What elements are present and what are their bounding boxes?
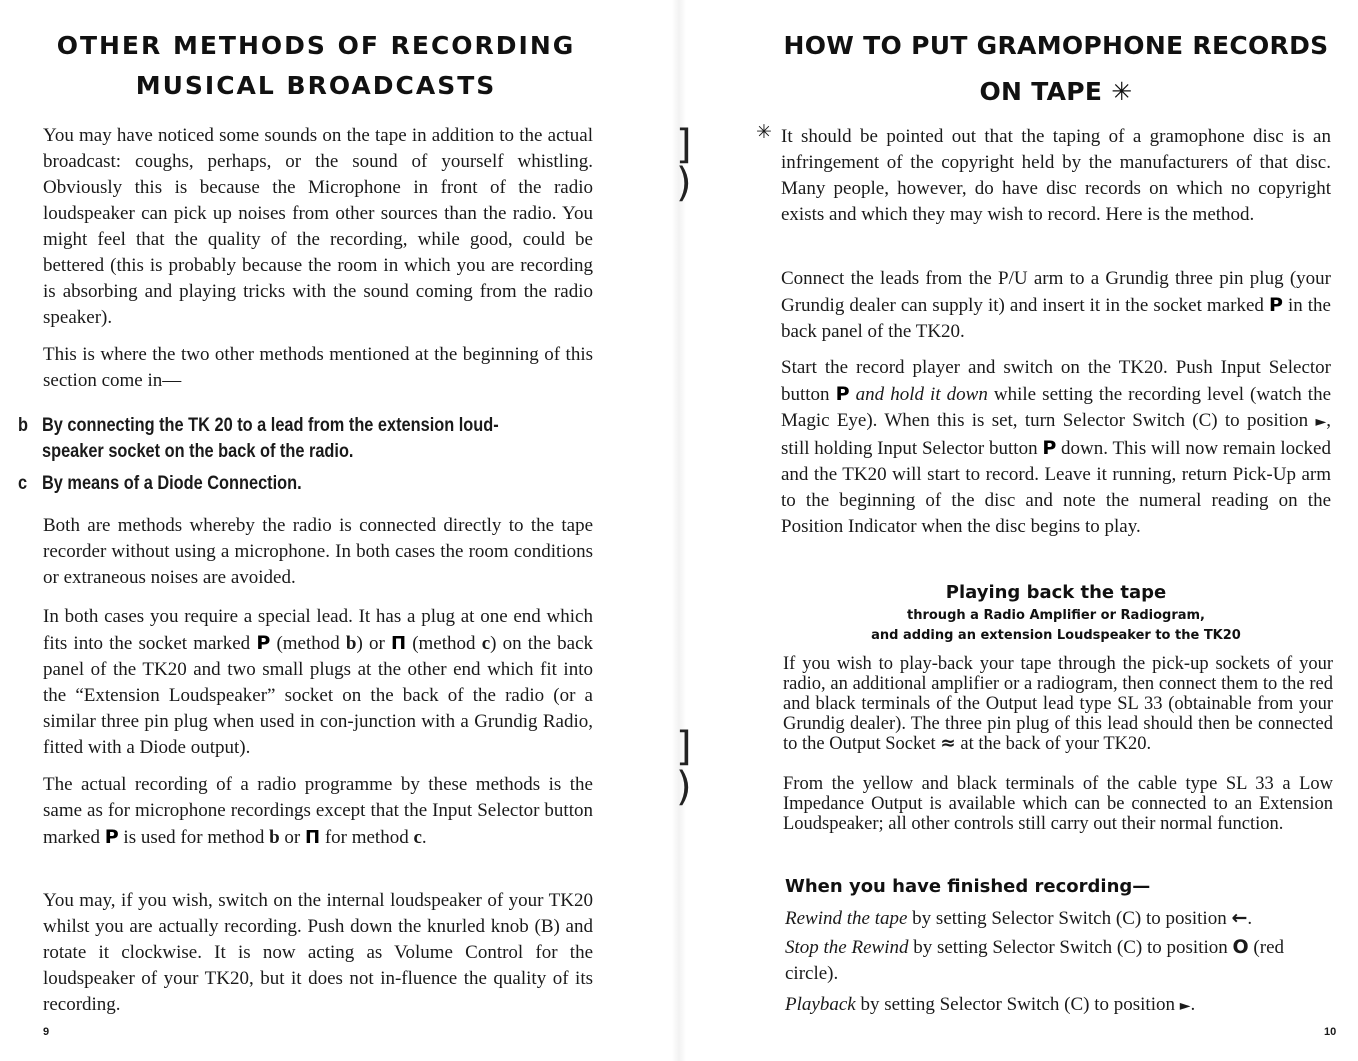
asterisk-icon: ✳ (756, 121, 772, 143)
rewind-line: Rewind the tape by setting Selector Switch (C) to position ←. (785, 907, 1253, 929)
forward-arrow-icon: ► (1315, 414, 1327, 430)
playback-subtitle-2: and adding an extension Loudspeaker to the TK20 (871, 628, 1241, 643)
binding-mark: ] (676, 122, 692, 168)
finished-title: When you have finished recording— (785, 876, 1151, 897)
right-title-line2: ON TAPE ✳ (979, 77, 1133, 106)
left-para-1: You may have noticed some sounds on the tape in addition to the actual broadcast: coughs, perhaps, or the sound of yourself whistling. Obviously this is because the Microphone in front of the radio loudspeaker can pick up noises from other sources than the radio. You might feel that the quality of the recording, while good, could be bettered (this is probably because the room in which you are recording is absorbing and playing tricks with the sound coming from the radio speaker). (43, 125, 593, 328)
left-page-number: 9 (43, 1026, 50, 1038)
left-para-5: The actual recording of a radio programme by these methods is the same as for microphone recordings except that the Input Selector button marked Ρ is used for method b or Π for method c. (43, 772, 593, 851)
right-para-3: Start the record player and switch on the TK20. Push Input Selector button Ρ and hold it down while setting the recording level (watch the Magic Eye). When this is set, turn Selector Switch (C) to position ►, still holding Input Selector button Ρ down. This will now remain locked and the TK20 will start to record. Leave it running, return Pick-Up arm to the beginning of the disc and note the numeral reading on the Position Indicator when the disc begins to play. (781, 357, 1332, 537)
method-b-line2: speaker socket on the back of the radio. (42, 441, 354, 462)
binding-mark: ) (676, 764, 692, 810)
method-c-letter: c (18, 473, 28, 494)
pickup-socket-icon: Ρ (256, 632, 271, 654)
left-title-line2: MUSICAL BROADCASTS (135, 71, 497, 100)
method-c-text: By means of a Diode Connection. (42, 473, 302, 494)
pickup-socket-icon: Ρ (1042, 437, 1057, 459)
playback-para-1: If you wish to play-back your tape through the pick-up sockets of your radio, an additional amplifier or a radiogram, then connect them to the red and black terminals of the Output lead type SL 33 (obtainable from your Grundig dealer). The three pin plug of this lead should then be connected to the Output Socket ≈ at the back of your TK20. (783, 654, 1333, 754)
output-socket-icon: ≈ (940, 733, 956, 754)
pickup-socket-icon: Ρ (835, 383, 850, 405)
method-b-letter: b (18, 415, 28, 436)
stop-circle-icon: O (1232, 936, 1249, 958)
binding-mark: ) (676, 160, 692, 206)
rewind-arrow-icon: ← (1231, 907, 1248, 929)
left-para-4: In both cases you require a special lead. It has a plug at one end which fits into the socket marked Ρ (method b) or Π (method c) on the back panel of the TK20 and two small plugs at the other end which fit into the “Extension Loudspeaker” socket on the back of the radio (or a similar three pin plug when used in con-junction with a Grundig Radio, fitted with a Diode output). (43, 606, 593, 758)
left-title-line1: OTHER METHODS OF RECORDING (56, 31, 576, 60)
playback-title: Playing back the tape (945, 582, 1167, 603)
diode-socket-icon: Π (304, 827, 321, 848)
left-para-2: This is where the two other methods mentioned at the beginning of this section come in— (43, 344, 593, 391)
stop-line: Stop the Rewind by setting Selector Switch (C) to position O (red circle). (785, 936, 1285, 984)
right-para-1: It should be pointed out that the taping of a gramophone disc is an infringement of the copyright held by the manufacturers of that disc. Many people, however, do have disc records on which no copyright exists and which they may wish to record. Here is the method. (781, 126, 1331, 225)
playback-line: Playback by setting Selector Switch (C) to position ►. (785, 994, 1196, 1015)
right-title-line1: HOW TO PUT GRAMOPHONE RECORDS (783, 31, 1329, 60)
pickup-socket-icon: Ρ (1268, 294, 1283, 316)
method-b-line1: By connecting the TK 20 to a lead from the extension loud- (42, 415, 499, 436)
right-page (686, 0, 1358, 1061)
forward-arrow-icon: ► (1179, 998, 1191, 1014)
asterisk-icon: ✳ (1111, 77, 1133, 106)
binding-mark: ] (676, 724, 692, 770)
left-para-6: You may, if you wish, switch on the internal loudspeaker of your TK20 whilst you are actually recording. Push down the knurled knob (B) and rotate it clockwise. It is now acting as Volume Control for the loudspeaker of your TK20, but it does not in-fluence the quality of its recording. (43, 890, 593, 1015)
pickup-socket-icon: Ρ (104, 826, 119, 848)
left-page (0, 0, 672, 1061)
left-para-3: Both are methods whereby the radio is connected directly to the tape recorder without using a microphone. In both cases the room conditions or extraneous noises are avoided. (43, 515, 593, 588)
playback-para-2: From the yellow and black terminals of the cable type SL 33 a Low Impedance Output is available which can be connected to an Extension Loudspeaker; all other controls still carry out their normal function. (783, 774, 1333, 834)
right-para-2: Connect the leads from the P/U arm to a Grundig three pin plug (your Grundig dealer can supply it) and insert it in the socket marked Ρ in the back panel of the TK20. (781, 268, 1331, 342)
diode-socket-icon: Π (390, 633, 407, 654)
right-page-number: 10 (1324, 1026, 1337, 1038)
playback-subtitle-1: through a Radio Amplifier or Radiogram, (907, 608, 1205, 623)
